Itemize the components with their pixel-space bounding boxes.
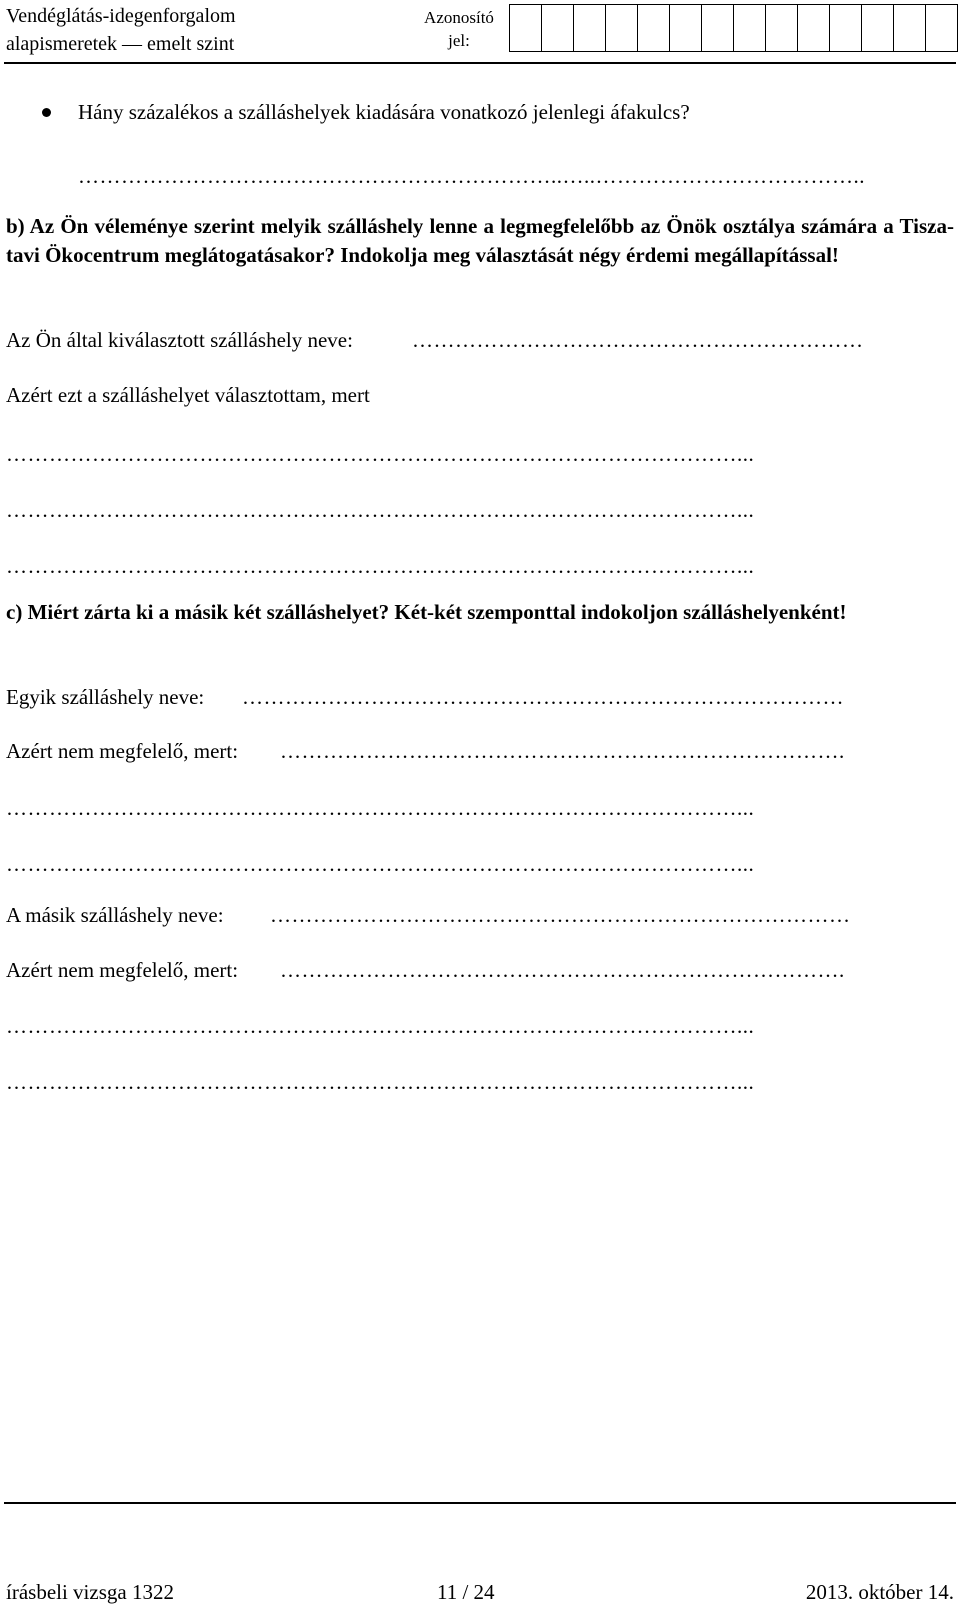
second-reason-extra-line[interactable]: …………………………………………………………………………………………... <box>6 1070 755 1094</box>
id-box-cell[interactable] <box>733 4 766 52</box>
id-box-cell[interactable] <box>541 4 574 52</box>
id-box-cell[interactable] <box>797 4 830 52</box>
id-box-cell[interactable] <box>509 4 542 52</box>
reason-line[interactable]: …………………………………………………………………………………………... <box>6 498 755 522</box>
second-accommodation-line[interactable]: ……………………………………………………………………… <box>270 903 851 927</box>
id-label <box>423 6 495 52</box>
first-reason-line[interactable]: ……………………………………………………………………. <box>280 739 845 763</box>
footer-page-number: 11 / 24 <box>437 1580 495 1604</box>
question-a-text: Hány százalékos a szálláshelyek kiadására vonatkozó jelenlegi áfakulcs? <box>78 100 690 124</box>
question-a-answer-line[interactable]: …………………………………………………………..…..……………………………….. <box>78 164 865 188</box>
id-box-cell[interactable] <box>701 4 734 52</box>
id-boxes <box>510 4 958 52</box>
footer-date: 2013. október 14. <box>805 1580 954 1604</box>
first-reason-extra-line[interactable]: …………………………………………………………………………………………... <box>6 852 755 876</box>
id-box-cell[interactable] <box>829 4 862 52</box>
id-box-cell[interactable] <box>861 4 894 52</box>
second-reason-extra-line[interactable]: …………………………………………………………………………………………... <box>6 1014 755 1038</box>
header-subject <box>6 2 236 58</box>
header-subject-line2: alapismeretek — emelt szint <box>6 33 235 55</box>
question-c-prompt: c) Miért zárta ki a másik két szálláshelyet? Két-két szemponttal indokoljon szálláshelyenként! <box>6 600 847 624</box>
reason-line[interactable]: …………………………………………………………………………………………... <box>6 554 755 578</box>
reason-line[interactable]: …………………………………………………………………………………………... <box>6 442 755 466</box>
first-reason-label: Azért nem megfelelő, mert: <box>6 739 239 763</box>
chosen-accommodation-label: Az Ön által kiválasztott szálláshely neve: <box>6 328 353 352</box>
id-box-cell[interactable] <box>765 4 798 52</box>
id-label-line1: Azonosító <box>424 8 494 27</box>
second-accommodation-label: A másik szálláshely neve: <box>6 903 224 927</box>
second-reason-line[interactable]: ……………………………………………………………………. <box>280 958 845 982</box>
id-box-cell[interactable] <box>573 4 606 52</box>
second-reason-label: Azért nem megfelelő, mert: <box>6 958 239 982</box>
question-b-prompt: b) Az Ön véleménye szerint melyik szálláshely lenne a legmegfelelőbb az Önök osztálya számára a Tisza-tavi Ökocentrum meglátogatásakor? Indokolja meg választását négy érdemi megállapítással! <box>6 214 954 267</box>
first-accommodation-line[interactable]: ………………………………………………………………………… <box>242 685 844 709</box>
header-divider <box>4 62 956 64</box>
id-box-cell[interactable] <box>605 4 638 52</box>
bullet-icon <box>42 108 51 117</box>
reason-label: Azért ezt a szálláshelyet választottam, mert <box>6 383 370 407</box>
id-box-cell[interactable] <box>925 4 958 52</box>
id-box-cell[interactable] <box>669 4 702 52</box>
id-box-cell[interactable] <box>637 4 670 52</box>
footer-exam-code: írásbeli vizsga 1322 <box>6 1580 174 1604</box>
first-reason-extra-line[interactable]: …………………………………………………………………………………………... <box>6 796 755 820</box>
footer-divider <box>4 1502 956 1504</box>
id-label-line2: jel: <box>448 31 470 50</box>
chosen-accommodation-line[interactable]: ……………………………………………………… <box>412 328 864 352</box>
first-accommodation-label: Egyik szálláshely neve: <box>6 685 205 709</box>
header-subject-line1: Vendéglátás-idegenforgalom <box>6 5 236 27</box>
id-box-cell[interactable] <box>893 4 926 52</box>
